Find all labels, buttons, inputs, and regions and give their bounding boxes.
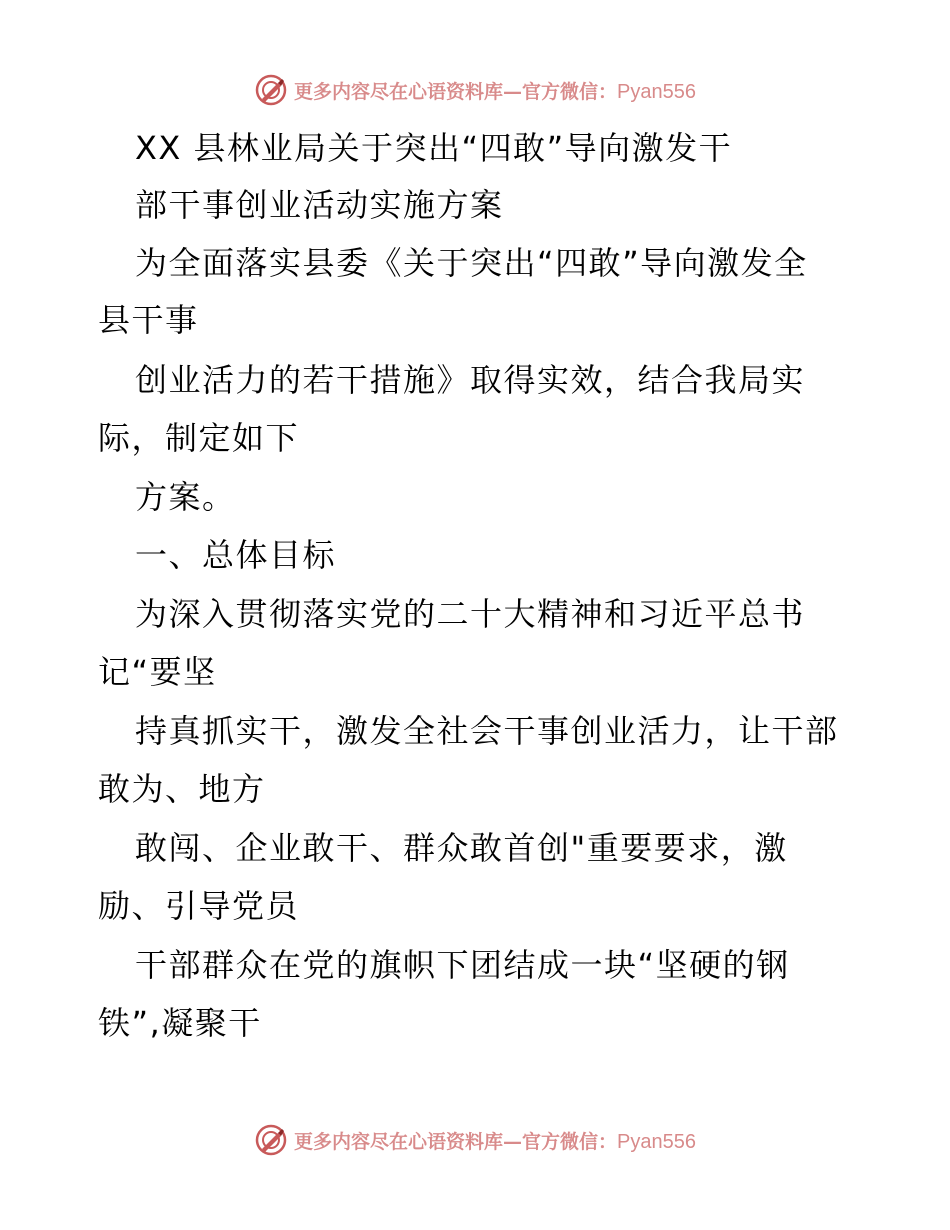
doc-line: 创业活力的若干措施》取得实效，结合我局实 [135,361,806,399]
header-watermark [0,70,950,110]
doc-line: 为全面落实县委《关于突出“四敢”导向激发全 [135,244,808,282]
watermark-text [294,77,696,104]
doc-line: 铁”,凝聚干 [98,1004,262,1042]
watermark-logo-icon [254,73,288,107]
doc-line: 持真抓实干，激发全社会干事创业活力，让干部 [135,712,839,750]
doc-line: 干部群众在党的旗帜下团结成一块“坚硬的钢 [135,946,790,984]
doc-title-line-2: 部干事创业活动实施方案 [135,186,504,224]
doc-line: 励、引导党员 [98,887,300,925]
watermark-text [294,1127,696,1154]
watermark-separator: — [503,1130,523,1153]
doc-line: 记“要坚 [98,653,217,691]
doc-line: 敢闯、企业敢干、群众敢首创"重要要求，激 [135,829,788,867]
watermark-separator: — [503,80,523,103]
watermark-slogan: 更多内容尽在心语资料库 [294,1130,504,1153]
watermark-slogan: 更多内容尽在心语资料库 [294,80,504,103]
doc-line: 为深入贯彻落实党的二十大精神和习近平总书 [135,595,806,633]
doc-line: 方案。 [135,478,236,516]
watermark-label: 官方微信： [522,80,618,103]
doc-line: 际，制定如下 [98,419,300,457]
watermark-label: 官方微信： [522,1130,618,1153]
doc-line: 县干事 [98,301,199,339]
doc-title-line-1: XX 县林业局关于突出“四敢”导向激发干 [135,129,733,167]
doc-section-heading: 一、总体目标 [135,536,337,574]
watermark-logo-icon [254,1123,288,1157]
doc-line: 敢为、地方 [98,770,266,808]
footer-watermark [0,1120,950,1160]
watermark-id: Pyan556 [617,1130,696,1153]
watermark-id: Pyan556 [617,80,696,103]
